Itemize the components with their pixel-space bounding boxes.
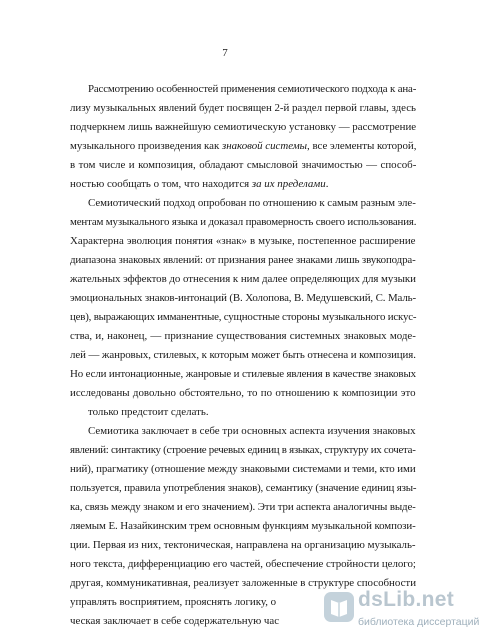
- text-segment: .: [325, 178, 329, 190]
- text-line: [70, 310, 416, 324]
- text-line: [70, 158, 416, 172]
- text-segment: явлений: синтактику (строение речевых единиц в языках, структуру их сочета-: [70, 444, 416, 456]
- text-segment: Семиотика заключает в себе три основных аспекта изучения знаковых: [88, 425, 416, 437]
- text-segment: ка, связь между знаком и его значением). Эти три аспекта аналогичны выде-: [70, 501, 416, 513]
- text-line: [70, 234, 416, 248]
- italic-text: за их пределами: [251, 178, 326, 190]
- text-line: [70, 177, 328, 191]
- text-segment: лей — жанровых, стилевых, к которым может быть отнесена и композиция.: [70, 349, 416, 361]
- text-segment: Рассмотрению особенностей применения семиотического подхода к ана-: [88, 83, 417, 95]
- text-line: [70, 348, 416, 362]
- text-segment: другая, коммуникативная, реализует заложенные в структуре способности: [70, 577, 417, 589]
- text-segment: ческая заключает в себе содержательную час: [70, 615, 280, 627]
- text-segment: эмоциональных знаков-интонаций (В. Холопова, В. Медушевский, С. Маль-: [70, 292, 417, 304]
- text-segment: ции. Первая из них, тектоническая, направлена на организацию музыкаль-: [70, 539, 416, 551]
- text-line: [88, 405, 209, 419]
- text-line: [70, 329, 416, 343]
- text-line: [70, 120, 416, 134]
- text-line: [88, 82, 416, 96]
- text-line: [70, 500, 416, 514]
- text-line: [70, 253, 416, 267]
- text-segment: подчеркнем лишь важнейшую семиотическую установку — рассмотрение: [70, 121, 417, 133]
- text-segment: пользуется, правила употребления знаков), семантику (значение единиц язы-: [70, 482, 417, 494]
- text-line: [70, 462, 416, 476]
- text-line: [70, 215, 416, 229]
- italic-text: знаковой системы: [221, 140, 308, 152]
- text-segment: Семиотический подход опробован по отношению к самым разным эле-: [88, 197, 416, 209]
- text-segment: , все элементы которой,: [307, 140, 417, 152]
- text-segment: исследованы довольно обстоятельно, то по отношению к композиции это: [70, 387, 416, 399]
- text-line: [70, 101, 416, 115]
- text-line: [70, 595, 276, 609]
- text-segment: музыкального произведения как: [70, 140, 222, 152]
- page-number: 7: [222, 47, 228, 59]
- text-segment: управлять восприятием, прояснять логику, о: [70, 596, 277, 608]
- text-line: [70, 139, 416, 153]
- text-segment: лизу музыкальных явлений будет посвящен 2-й раздел первой главы, здесь: [70, 102, 416, 114]
- text-line: [88, 196, 416, 210]
- text-line: [70, 481, 416, 495]
- text-segment: ляемым Е. Назайкинским трем основным функциям музыкальной компози-: [70, 520, 416, 532]
- text-segment: цев), выражающих имманентные, сущностные стороны музыкального искус-: [70, 311, 417, 323]
- book-icon: [322, 590, 356, 624]
- text-line: [70, 367, 416, 381]
- text-line: [70, 519, 416, 533]
- text-line: [70, 614, 279, 628]
- text-segment: жательных эффектов до отнесения к ним далее определяющих для музыки: [70, 273, 416, 285]
- text-line: [70, 272, 416, 286]
- watermark-subtitle: библиотека диссертаций: [358, 616, 479, 628]
- text-segment: ний), прагматику (отношение между знаковыми системами и теми, кто ими: [70, 463, 416, 475]
- text-segment: диапазона знаковых явлений: от признания ранее знаками лишь звукоподра-: [70, 254, 416, 266]
- text-segment: только предстоит сделать.: [88, 406, 209, 418]
- text-line: [88, 424, 416, 438]
- text-segment: в том числе и композиция, обладают смысловой значимостью — способ-: [70, 159, 417, 171]
- text-segment: Но если интонационные, жанровые и стилевые явления в качестве знаковых: [70, 368, 416, 380]
- text-line: [70, 386, 416, 400]
- text-line: [70, 443, 416, 457]
- text-line: [70, 557, 416, 571]
- text-segment: ства, и, наконец, — признание существования системных знаковых моде-: [70, 330, 416, 342]
- text-segment: ментам музыкального языка и доказал правомерность своего использования.: [70, 216, 417, 228]
- text-line: [70, 291, 416, 305]
- text-segment: ного текста, дифференциацию его частей, обеспечение стройности целого;: [70, 558, 416, 570]
- watermark-title: dsLib.net: [358, 588, 455, 611]
- watermark: [318, 586, 479, 636]
- text-segment: ностью сообщать о том, что находится: [70, 178, 252, 190]
- text-segment: Характерна эволюция понятия «знак» в музыке, постепенное расширение: [70, 235, 416, 247]
- text-line: [70, 538, 416, 552]
